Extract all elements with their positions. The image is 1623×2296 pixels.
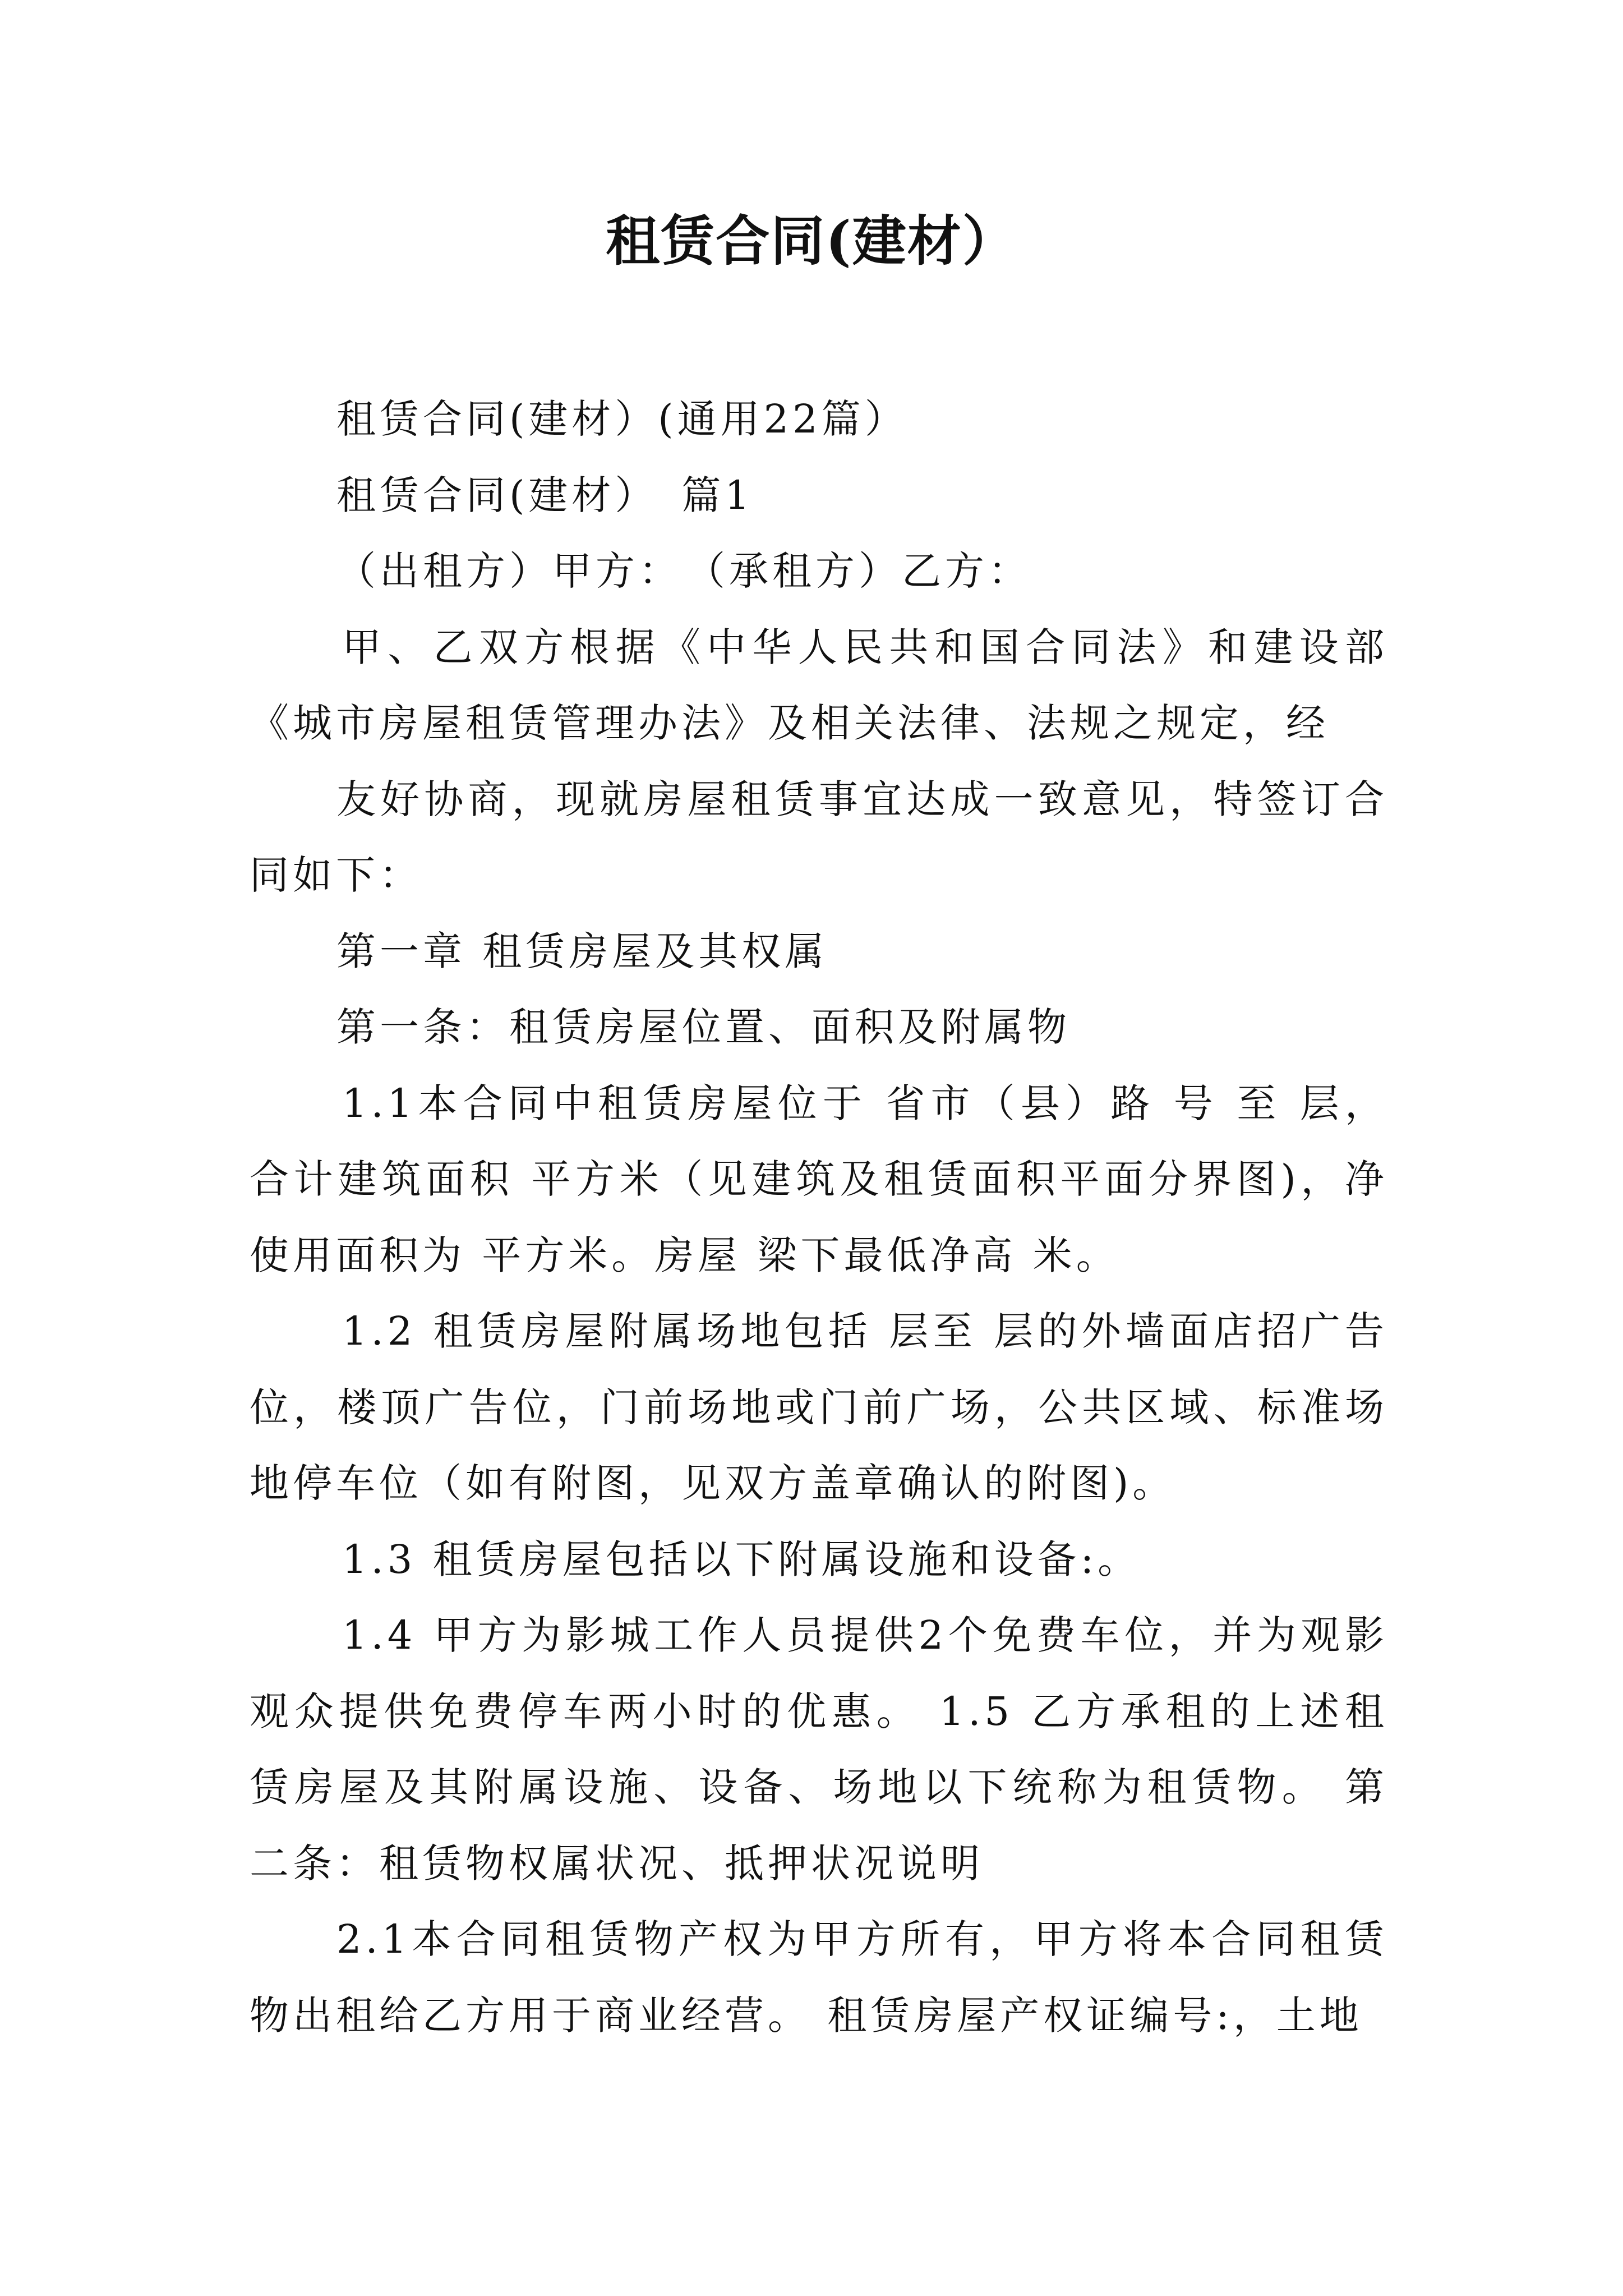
paragraph-agreement: 友好协商，现就房屋租赁事宜达成一致意见，特签订合同如下：	[250, 776, 1388, 898]
paragraph-article-1: 第一条：租赁房屋位置、面积及附属物	[336, 1004, 1071, 1050]
document-body	[250, 381, 1388, 2054]
paragraph-clause-1-2: 1.2 租赁房屋附属场地包括 层至 层的外墙面店招广告位，楼顶广告位，门前场地或门前广场，公共区域、标准场地停车位（如有附图，见双方盖章确认的附图)。	[250, 1308, 1388, 1506]
paragraph-subtitle: 租赁合同(建材）(通用22篇）	[336, 396, 908, 442]
paragraph-clause-1-3: 1.3 租赁房屋包括以下附属设施和设备:。	[342, 1536, 1141, 1582]
paragraph-clause-1-1: 1.1本合同中租赁房屋位于 省市（县）路 号 至 层，合计建筑面积 平方米（见建筑及租赁面积平面分界图)，净使用面积为 平方米。房屋 梁下最低净高 米。	[250, 1080, 1388, 1278]
paragraph-section-heading: 租赁合同(建材） 篇1	[336, 472, 754, 518]
paragraph-clause-2-1: 2.1本合同租赁物产权为甲方所有，甲方将本合同租赁物出租给乙方用于商业经营。 租赁房屋产权证编号:，土地	[250, 1916, 1388, 2039]
document-title: 租赁合同(建材）	[606, 209, 1017, 273]
paragraph-clause-1-4: 1.4 甲方为影城工作人员提供2个免费车位，并为观影观众提供免费停车两小时的优惠。 1.5 乙方承租的上述租赁房屋及其附属设施、设备、场地以下统称为租赁物。 第二条：租赁物权属状况、抵押状况说明	[250, 1612, 1388, 1887]
paragraph-basis: 甲、乙双方根据《中华人民共和国合同法》和建设部《城市房屋租赁管理办法》及相关法律、法规之规定，经	[250, 624, 1388, 746]
paragraph-parties: （出租方）甲方： （承租方）乙方：	[336, 548, 1031, 594]
paragraph-chapter-1: 第一章 租赁房屋及其权属	[336, 928, 828, 974]
